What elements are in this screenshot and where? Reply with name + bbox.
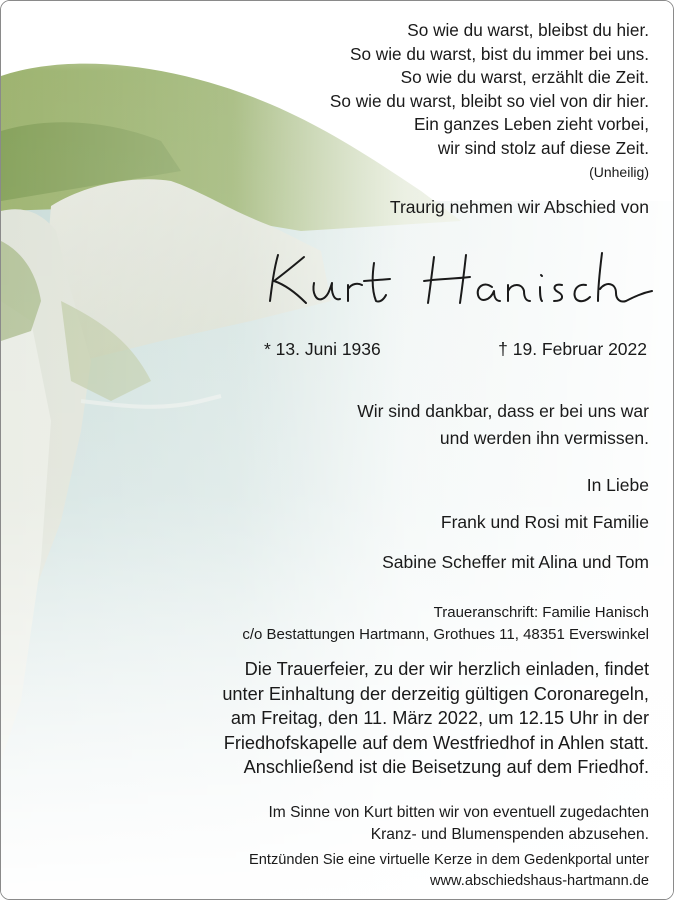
- deceased-name-signature: [256, 241, 656, 311]
- portal-line: Entzünden Sie eine virtuelle Kerze in dem Gedenkportal unter: [249, 852, 649, 868]
- address-line: c/o Bestattungen Hartmann, Grothues 11, 48351 Everswinkel: [242, 626, 649, 643]
- obituary-content: [1, 1, 673, 899]
- poem-line: So wie du warst, erzählt die Zeit.: [400, 67, 649, 87]
- mourner-family-2: Sabine Scheffer mit Alina und Tom: [382, 552, 649, 572]
- birth-date: * 13. Juni 1936: [264, 339, 381, 359]
- poem: [330, 19, 649, 184]
- poem-line: Ein ganzes Leben zieht vorbei,: [413, 114, 649, 134]
- service-line: Friedhofskapelle auf dem Westfriedhof in Ahlen statt.: [223, 732, 649, 753]
- farewell-text: Traurig nehmen wir Abschied von: [389, 197, 649, 217]
- in-love-text: In Liebe: [586, 475, 649, 495]
- poem-source: (Unheilig): [589, 164, 649, 180]
- funeral-service-info: [222, 657, 649, 780]
- address-line: Traueranschrift: Familie Hanisch: [433, 604, 649, 621]
- service-line: unter Einhaltung der derzeitig gültigen Coronaregeln,: [222, 683, 649, 704]
- service-line: am Freitag, den 11. März 2022, um 12.15 Uhr in der: [230, 708, 649, 729]
- mourning-address: [242, 602, 649, 646]
- wish-line: Kranz- und Blumenspenden abzusehen.: [370, 826, 649, 844]
- no-flowers-request: [268, 802, 649, 847]
- poem-line: So wie du warst, bleibst du hier.: [407, 20, 649, 40]
- memorial-portal-info: [249, 850, 649, 892]
- service-line: Anschließend ist die Beisetzung auf dem Friedhof.: [243, 757, 649, 778]
- poem-line: So wie du warst, bleibt so viel von dir hier.: [329, 90, 649, 111]
- mourner-family-1: Frank und Rosi mit Familie: [440, 512, 649, 532]
- poem-line: wir sind stolz auf diese Zeit.: [437, 137, 649, 158]
- gratitude-line: und werden ihn vermissen.: [439, 428, 649, 448]
- portal-url[interactable]: www.abschiedshaus-hartmann.de: [429, 873, 649, 889]
- death-date: † 19. Februar 2022: [498, 339, 647, 359]
- service-line: Die Trauerfeier, zu der wir herzlich einladen, findet: [244, 659, 649, 679]
- wish-line: Im Sinne von Kurt bitten wir von eventuell zugedachten: [268, 804, 649, 821]
- gratitude-line: Wir sind dankbar, dass er bei uns war: [357, 401, 649, 421]
- poem-line: So wie du warst, bist du immer bei uns.: [350, 43, 649, 64]
- gratitude-text: [357, 398, 649, 452]
